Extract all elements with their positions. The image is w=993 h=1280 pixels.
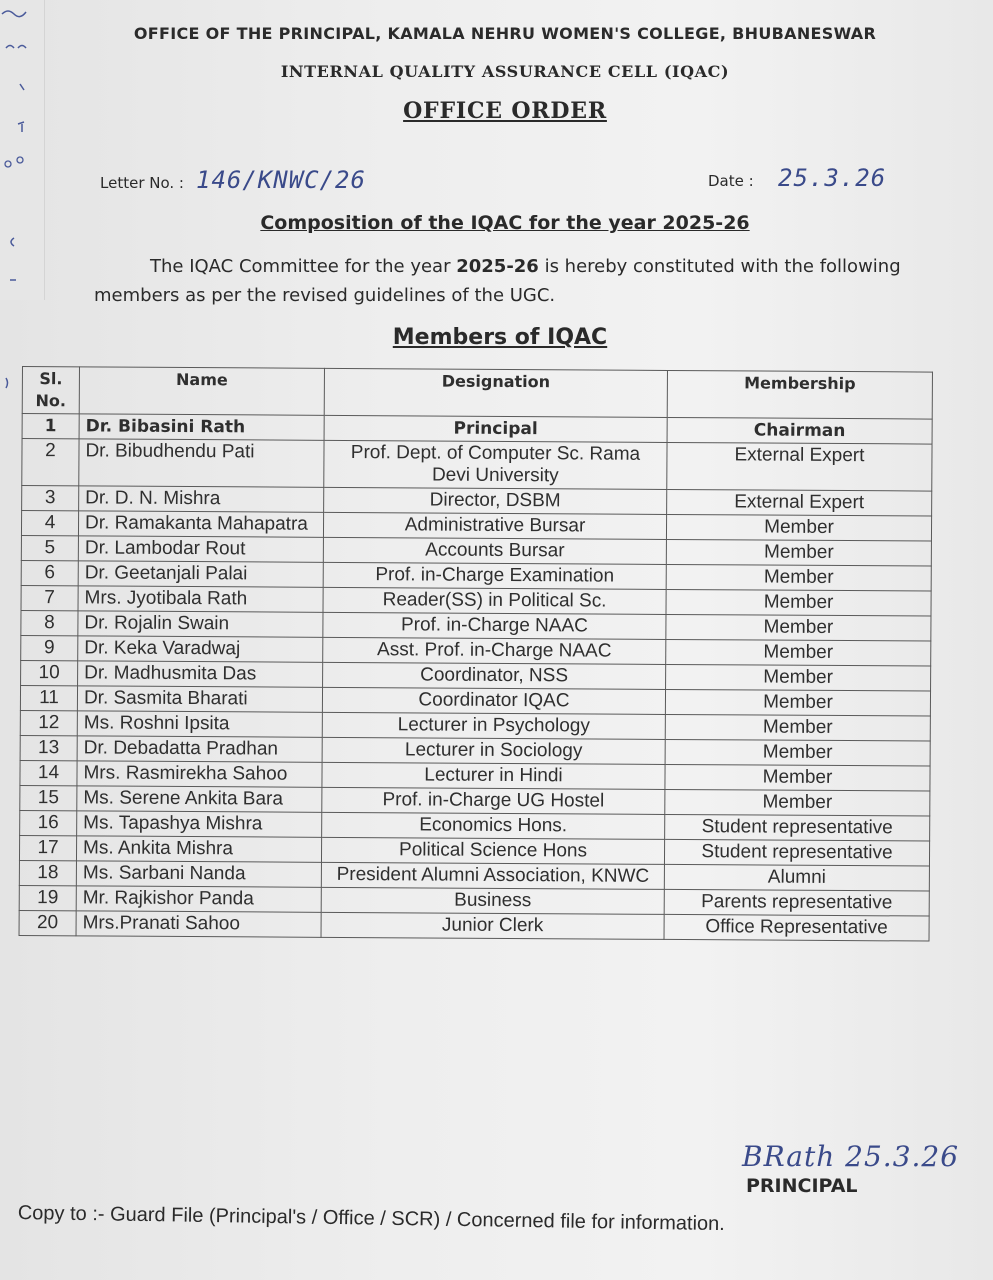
- cell-designation: Asst. Prof. in-Charge NAAC: [323, 637, 666, 664]
- cell-name: Dr. Keka Varadwaj: [78, 636, 323, 662]
- table-row: [19, 910, 929, 941]
- cell-sl: 3: [22, 486, 79, 511]
- cell-membership: Member: [666, 614, 931, 641]
- cell-name: Dr. D. N. Mishra: [79, 486, 324, 512]
- cell-name: Dr. Debadatta Pradhan: [77, 736, 322, 762]
- cell-sl: 7: [21, 585, 78, 610]
- cell-designation: Prof. in-Charge UG Hostel: [322, 787, 665, 814]
- cell-membership: Member: [666, 564, 931, 591]
- order-title: OFFICE ORDER: [403, 98, 607, 124]
- intro-before: The IQAC Committee for the year: [150, 256, 457, 277]
- cell-sl: 14: [20, 760, 77, 785]
- cell-membership: Member: [665, 689, 930, 716]
- cell-name: Ms. Tapashya Mishra: [77, 811, 322, 837]
- cell-name: Dr. Madhusmita Das: [78, 661, 323, 687]
- cell-sl: 9: [21, 635, 78, 660]
- cell-sl: 6: [21, 560, 78, 585]
- cell-designation: Coordinator IQAC: [322, 687, 665, 714]
- cell-membership: Member: [666, 639, 931, 666]
- cell-membership: Member: [665, 789, 930, 816]
- cell-membership: Member: [666, 514, 931, 541]
- cell-name: Dr. Geetanjali Palai: [78, 561, 323, 587]
- cell-membership: Alumni: [664, 864, 929, 891]
- cell-name: Dr. Ramakanta Mahapatra: [78, 511, 323, 537]
- date-handwritten: 25.3.26: [778, 164, 887, 192]
- cell-name: Dr. Bibudhendu Pati: [79, 439, 324, 487]
- cell-designation: Prof. in-Charge Examination: [323, 562, 666, 589]
- principal-signature: BRath 25.3.26: [742, 1140, 960, 1173]
- cell-membership: Member: [665, 764, 930, 791]
- cell-designation: Principal: [324, 415, 667, 442]
- cell-designation: Junior Clerk: [321, 912, 664, 939]
- cell-membership: Parents representative: [664, 889, 929, 916]
- cell-designation: Reader(SS) in Political Sc.: [323, 587, 666, 614]
- intro-year: 2025-26: [456, 256, 539, 277]
- header-membership: Membership: [667, 370, 932, 419]
- cell-name: Mrs.Pranati Sahoo: [76, 911, 321, 937]
- members-table: [19, 366, 933, 942]
- iqac-header: INTERNAL QUALITY ASSURANCE CELL (IQAC): [280, 62, 730, 81]
- cell-membership: Student representative: [665, 814, 930, 841]
- cell-sl: 16: [20, 810, 77, 835]
- cell-name: Dr. Rojalin Swain: [78, 611, 323, 637]
- cell-name: Dr. Sasmita Bharati: [77, 686, 322, 712]
- cell-designation: President Alumni Association, KNWC: [321, 862, 664, 889]
- cell-sl: 12: [20, 710, 77, 735]
- margin-handwriting-marks: [0, 0, 44, 400]
- intro-paragraph: [94, 252, 920, 310]
- cell-name: Dr. Lambodar Rout: [78, 536, 323, 562]
- cell-name: Ms. Serene Ankita Bara: [77, 786, 322, 812]
- composition-title: Composition of the IQAC for the year 2025-26: [260, 212, 750, 234]
- cell-sl: 19: [19, 885, 76, 910]
- cell-sl: 8: [21, 610, 78, 635]
- cell-sl: 11: [20, 685, 77, 710]
- cell-designation: Prof. Dept. of Computer Sc. Rama Devi University: [324, 440, 667, 489]
- cell-membership: Member: [665, 739, 930, 766]
- office-header: OFFICE OF THE PRINCIPAL, KAMALA NEHRU WOMEN'S COLLEGE, BHUBANESWAR: [133, 24, 877, 43]
- table-row: [22, 439, 932, 492]
- cell-membership: Member: [666, 664, 931, 691]
- cell-designation: Lecturer in Psychology: [322, 712, 665, 739]
- cell-name: Ms. Sarbani Nanda: [76, 861, 321, 887]
- cell-sl: 5: [21, 535, 78, 560]
- cell-name: Mr. Rajkishor Panda: [76, 886, 321, 912]
- cell-designation: Lecturer in Sociology: [322, 737, 665, 764]
- cell-name: Dr. Bibasini Rath: [79, 414, 324, 440]
- letter-no-label: Letter No. :: [100, 174, 184, 192]
- cell-sl: 17: [19, 835, 76, 860]
- cell-sl: 4: [21, 511, 78, 536]
- cell-designation: Administrative Bursar: [323, 512, 666, 539]
- cell-membership: Student representative: [664, 839, 929, 866]
- cell-designation: Lecturer in Hindi: [322, 762, 665, 789]
- cell-membership: Member: [665, 714, 930, 741]
- cell-designation: Coordinator, NSS: [323, 662, 666, 689]
- cell-name: Ms. Ankita Mishra: [76, 836, 321, 862]
- copy-to-line: Copy to :- Guard File (Principal's / Office / SCR) / Concerned file for information.: [17, 1202, 725, 1236]
- cell-designation: Prof. in-Charge NAAC: [323, 612, 666, 639]
- header-sl-no: Sl. No.: [22, 367, 79, 414]
- cell-membership: Member: [666, 539, 931, 566]
- cell-designation: Political Science Hons: [321, 837, 664, 864]
- header-name: Name: [79, 367, 324, 415]
- cell-membership: Chairman: [667, 417, 932, 444]
- cell-membership: External Expert: [667, 489, 932, 516]
- cell-sl: 1: [22, 414, 79, 439]
- cell-sl: 2: [22, 439, 79, 486]
- cell-sl: 10: [21, 660, 78, 685]
- principal-title: PRINCIPAL: [746, 1175, 858, 1197]
- cell-name: Mrs. Jyotibala Rath: [78, 586, 323, 612]
- table-header-row: [22, 367, 932, 420]
- cell-sl: 18: [19, 860, 76, 885]
- cell-name: Ms. Roshni Ipsita: [77, 711, 322, 737]
- cell-membership: Office Representative: [664, 914, 929, 941]
- letter-no-handwritten: 146/KNWC/26: [196, 166, 366, 194]
- cell-name: Mrs. Rasmirekha Sahoo: [77, 761, 322, 787]
- cell-designation: Accounts Bursar: [323, 537, 666, 564]
- cell-sl: 13: [20, 735, 77, 760]
- cell-designation: Economics Hons.: [322, 812, 665, 839]
- cell-sl: 20: [19, 910, 76, 935]
- member-rows: [19, 414, 932, 942]
- members-title: Members of IQAC: [392, 325, 608, 350]
- cell-sl: 15: [20, 785, 77, 810]
- cell-designation: Director, DSBM: [324, 487, 667, 514]
- cell-membership: External Expert: [667, 442, 932, 491]
- cell-designation: Business: [321, 887, 664, 914]
- header-designation: Designation: [324, 368, 667, 417]
- date-label: Date :: [708, 172, 754, 190]
- cell-membership: Member: [666, 589, 931, 616]
- intro-after: is hereby constituted with the following members as per the revised guidelines of the UGC.: [94, 256, 901, 306]
